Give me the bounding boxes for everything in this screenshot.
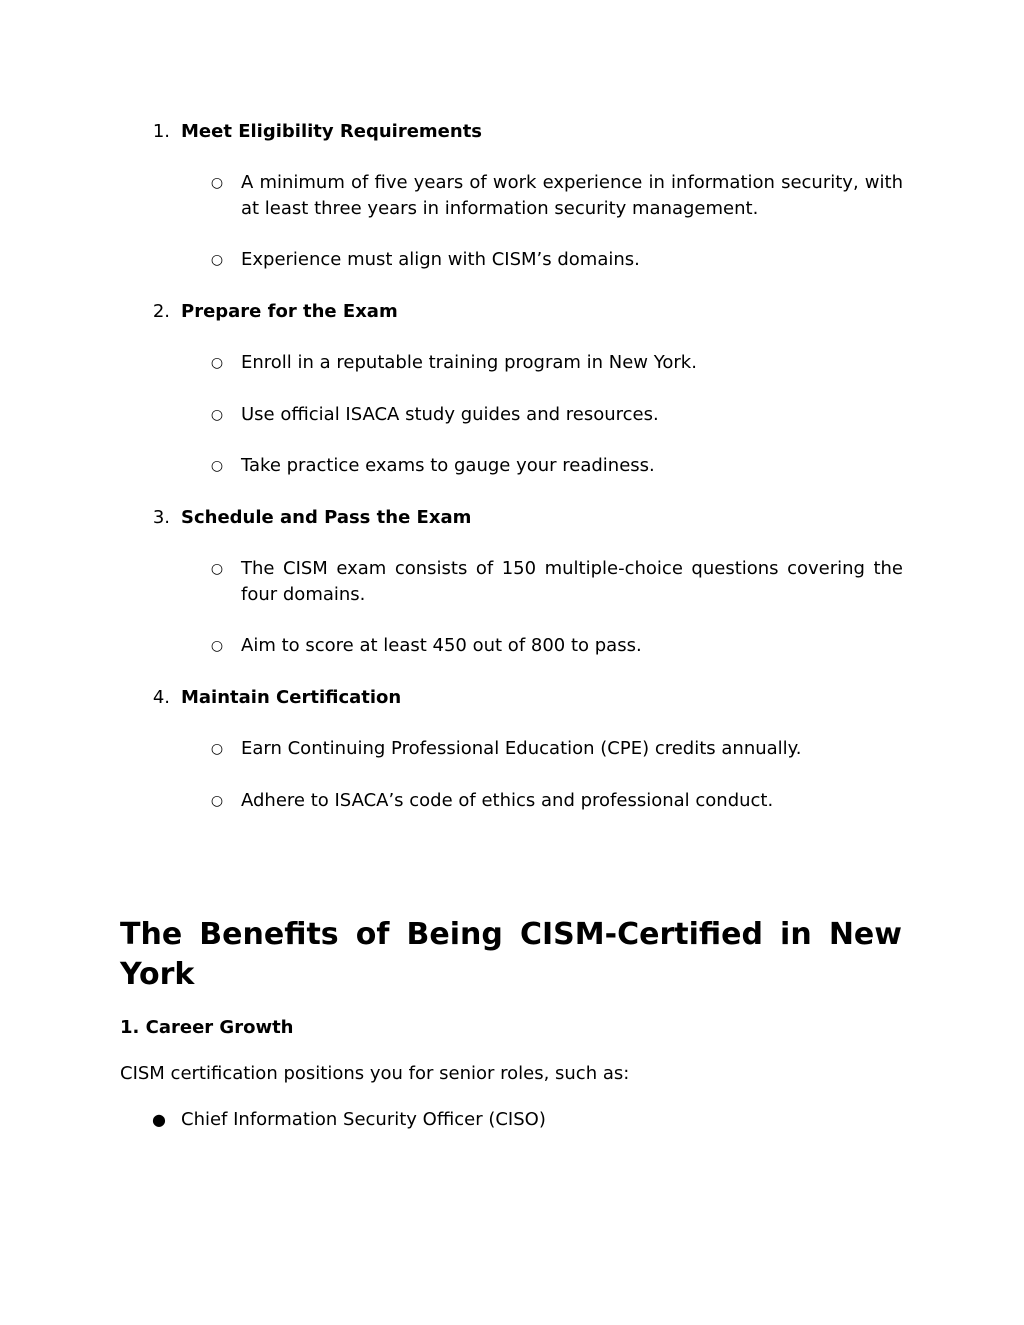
list-item: The CISM exam consists of 150 multiple-choice questions covering the four domains. — [241, 558, 903, 605]
sub-bullet: ○ — [210, 741, 224, 757]
step-number: 4. — [152, 687, 170, 708]
sub-bullet: ○ — [210, 355, 224, 371]
list-item: Take practice exams to gauge your readiness. — [241, 455, 655, 476]
bullet: ● — [152, 1110, 166, 1129]
list-item: Earn Continuing Professional Education (CPE) credits annually. — [241, 738, 802, 759]
step-title: Meet Eligibility Requirements — [181, 121, 483, 142]
step-number: 1. — [152, 121, 170, 142]
section-heading: The Benefits of Being CISM-Certified in New York — [120, 917, 902, 992]
sub-bullet: ○ — [210, 638, 224, 654]
sub-bullet: ○ — [210, 407, 224, 423]
subsection-heading: 1. Career Growth — [120, 1017, 294, 1038]
sub-bullet: ○ — [210, 793, 224, 809]
sub-bullet: ○ — [210, 175, 224, 191]
step-number: 3. — [152, 507, 170, 528]
sub-bullet: ○ — [210, 252, 224, 268]
list-item: Enroll in a reputable training program in New York. — [241, 352, 697, 373]
sub-bullet: ○ — [210, 458, 224, 474]
sub-bullet: ○ — [210, 561, 224, 577]
list-item: Chief Information Security Officer (CISO) — [181, 1109, 546, 1130]
list-item: Aim to score at least 450 out of 800 to pass. — [241, 635, 642, 656]
step-title: Maintain Certification — [181, 687, 402, 708]
paragraph: CISM certification positions you for senior roles, such as: — [120, 1063, 630, 1084]
list-item: Experience must align with CISM’s domains. — [241, 249, 640, 270]
step-title: Prepare for the Exam — [181, 301, 398, 322]
step-title: Schedule and Pass the Exam — [181, 507, 472, 528]
list-item: Adhere to ISACA’s code of ethics and professional conduct. — [241, 790, 774, 811]
list-item: Use official ISACA study guides and resources. — [241, 404, 659, 425]
step-number: 2. — [152, 301, 170, 322]
list-item: A minimum of five years of work experience in information security, with at least three years in information security management. — [241, 172, 903, 219]
